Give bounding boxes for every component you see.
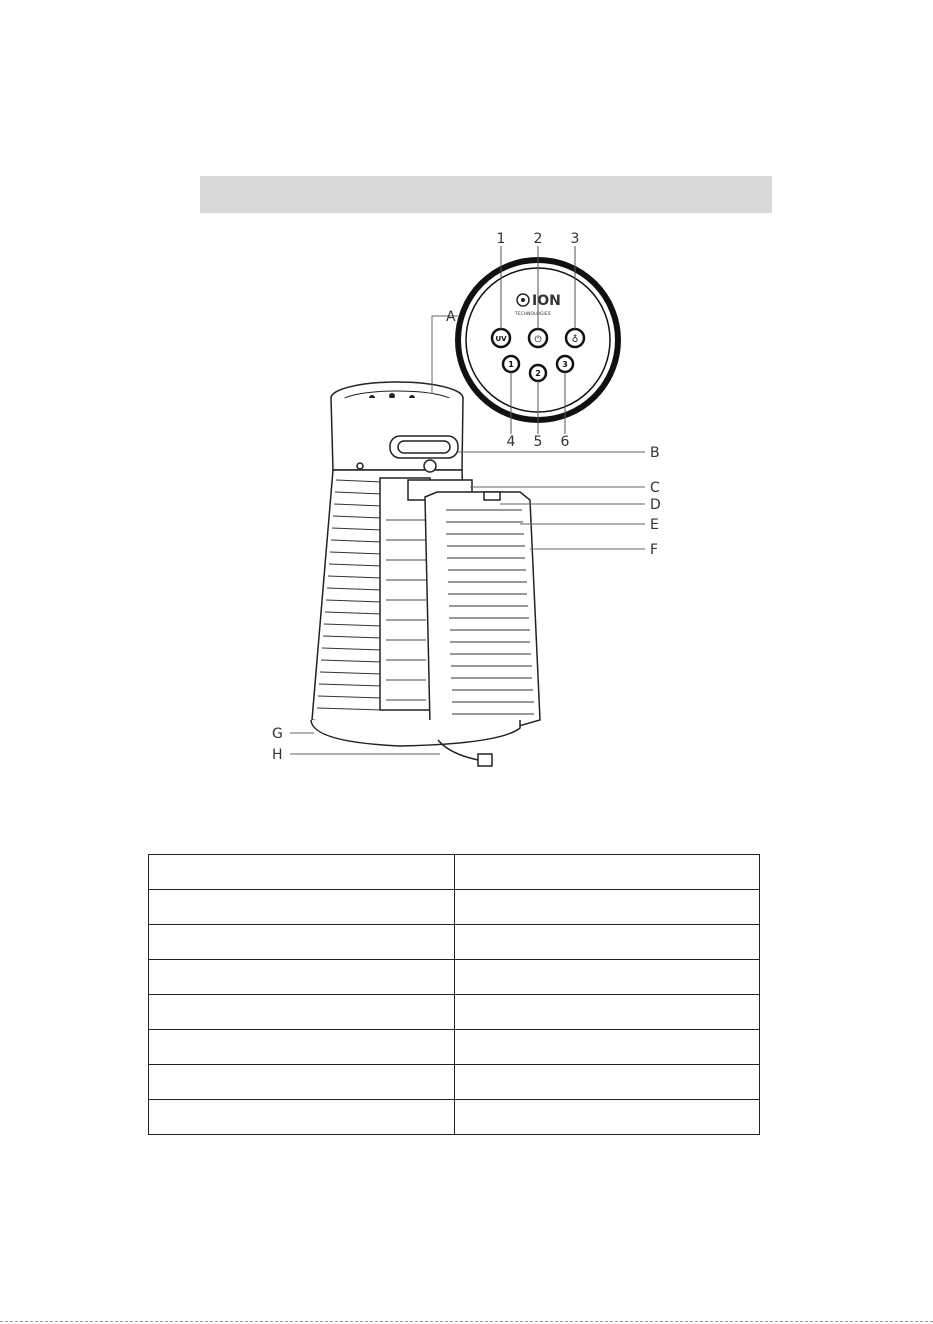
plug-icon (478, 754, 492, 766)
uv-button-label: UV (495, 335, 507, 343)
table-cell (149, 855, 455, 890)
speed-2-button[interactable] (530, 365, 546, 381)
speed-2-label: 2 (535, 369, 541, 378)
light-bulb-icon: ♁ (571, 335, 579, 345)
callout-B: B (650, 445, 660, 461)
speed-1-label: 1 (508, 360, 514, 369)
table-cell (149, 1030, 455, 1065)
callout-D: D (650, 497, 661, 513)
power-icon: ⏻ (534, 335, 542, 345)
table-cell (149, 890, 455, 925)
table-cell (455, 855, 760, 890)
callout-1: 1 (496, 231, 506, 247)
table-row (149, 890, 760, 925)
brand-subtitle: TECHNOLOGIES (515, 312, 551, 317)
table-row (149, 960, 760, 995)
callout-F: F (650, 542, 659, 558)
table-cell (455, 960, 760, 995)
callout-E: E (650, 517, 659, 533)
control-panel-detail (458, 231, 618, 450)
callout-2: 2 (533, 231, 543, 247)
speed-3-label: 3 (562, 360, 568, 369)
speed-3-button[interactable] (557, 356, 573, 372)
speed-1-button[interactable] (503, 356, 519, 372)
filter-door (425, 492, 540, 730)
parts-table (148, 854, 760, 1135)
table-cell (455, 1030, 760, 1065)
table-row (149, 925, 760, 960)
callout-H: H (272, 747, 283, 763)
callout-4: 4 (506, 434, 516, 450)
page-bottom-rule (0, 1321, 933, 1322)
table-cell (455, 890, 760, 925)
table-row (149, 1100, 760, 1135)
base (311, 720, 520, 746)
table-cell (455, 1065, 760, 1100)
table-row (149, 1030, 760, 1065)
table-cell (149, 1100, 455, 1135)
table-cell (149, 995, 455, 1030)
light-button[interactable] (566, 329, 584, 347)
callout-C: C (650, 480, 660, 496)
callout-3: 3 (570, 231, 580, 247)
power-button[interactable] (529, 329, 547, 347)
callout-5: 5 (533, 434, 543, 450)
table-row (149, 1065, 760, 1100)
table-cell (149, 925, 455, 960)
table-cell (455, 1100, 760, 1135)
brand-name: ION (532, 293, 561, 309)
table-cell (149, 1065, 455, 1100)
table-cell (455, 995, 760, 1030)
callout-G: G (272, 726, 283, 742)
callout-A: A (446, 309, 456, 325)
uv-button[interactable] (492, 329, 510, 347)
table-row (149, 995, 760, 1030)
table-cell (455, 925, 760, 960)
table-cell (149, 960, 455, 995)
callout-6: 6 (560, 434, 570, 450)
table-row (149, 855, 760, 890)
